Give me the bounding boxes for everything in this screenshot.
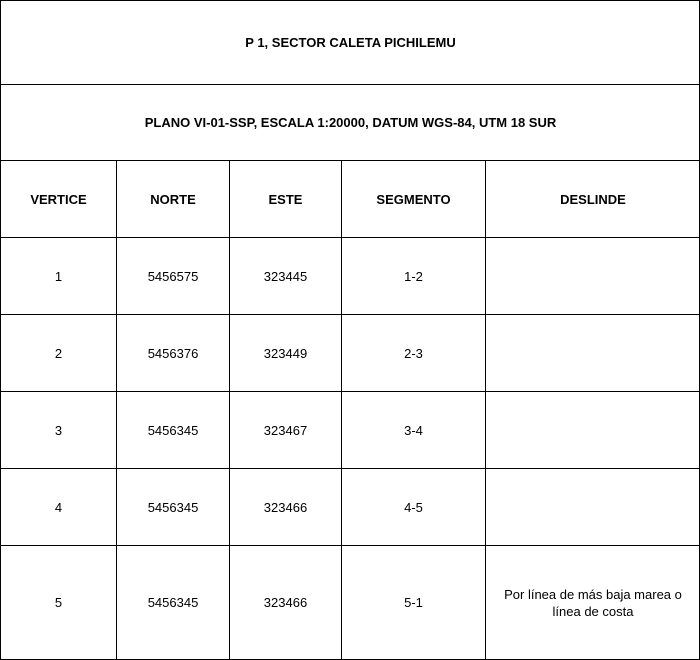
column-header-este: ESTE <box>230 161 342 238</box>
cell-norte: 5456345 <box>117 392 230 469</box>
cell-segmento: 2-3 <box>342 315 486 392</box>
cell-norte: 5456345 <box>117 469 230 546</box>
cell-norte: 5456345 <box>117 546 230 660</box>
table-row <box>1 469 700 546</box>
cell-este: 323466 <box>230 546 342 660</box>
column-header-norte: NORTE <box>117 161 230 238</box>
cell-deslinde <box>486 392 700 469</box>
cell-vertice: 4 <box>1 469 117 546</box>
table-title: P 1, SECTOR CALETA PICHILEMU <box>1 1 700 85</box>
cell-vertice: 5 <box>1 546 117 660</box>
cell-norte: 5456376 <box>117 315 230 392</box>
table-row <box>1 546 700 660</box>
plano-row <box>1 85 700 161</box>
cell-este: 323466 <box>230 469 342 546</box>
cell-vertice: 3 <box>1 392 117 469</box>
cell-deslinde: Por línea de más baja marea o línea de costa <box>486 546 700 660</box>
cell-vertice: 2 <box>1 315 117 392</box>
cell-norte: 5456575 <box>117 238 230 315</box>
cell-deslinde <box>486 238 700 315</box>
column-header-row <box>1 161 700 238</box>
title-row <box>1 1 700 85</box>
cell-segmento: 3-4 <box>342 392 486 469</box>
cell-este: 323449 <box>230 315 342 392</box>
cell-deslinde <box>486 469 700 546</box>
table-row <box>1 315 700 392</box>
cell-deslinde <box>486 315 700 392</box>
cell-segmento: 5-1 <box>342 546 486 660</box>
cell-este: 323467 <box>230 392 342 469</box>
column-header-vertice: VERTICE <box>1 161 117 238</box>
column-header-deslinde: DESLINDE <box>486 161 700 238</box>
cell-vertice: 1 <box>1 238 117 315</box>
column-header-segmento: SEGMENTO <box>342 161 486 238</box>
table-row <box>1 392 700 469</box>
cell-segmento: 4-5 <box>342 469 486 546</box>
plano-info: PLANO VI-01-SSP, ESCALA 1:20000, DATUM WGS-84, UTM 18 SUR <box>1 85 700 161</box>
table-row <box>1 238 700 315</box>
cell-este: 323445 <box>230 238 342 315</box>
cell-segmento: 1-2 <box>342 238 486 315</box>
